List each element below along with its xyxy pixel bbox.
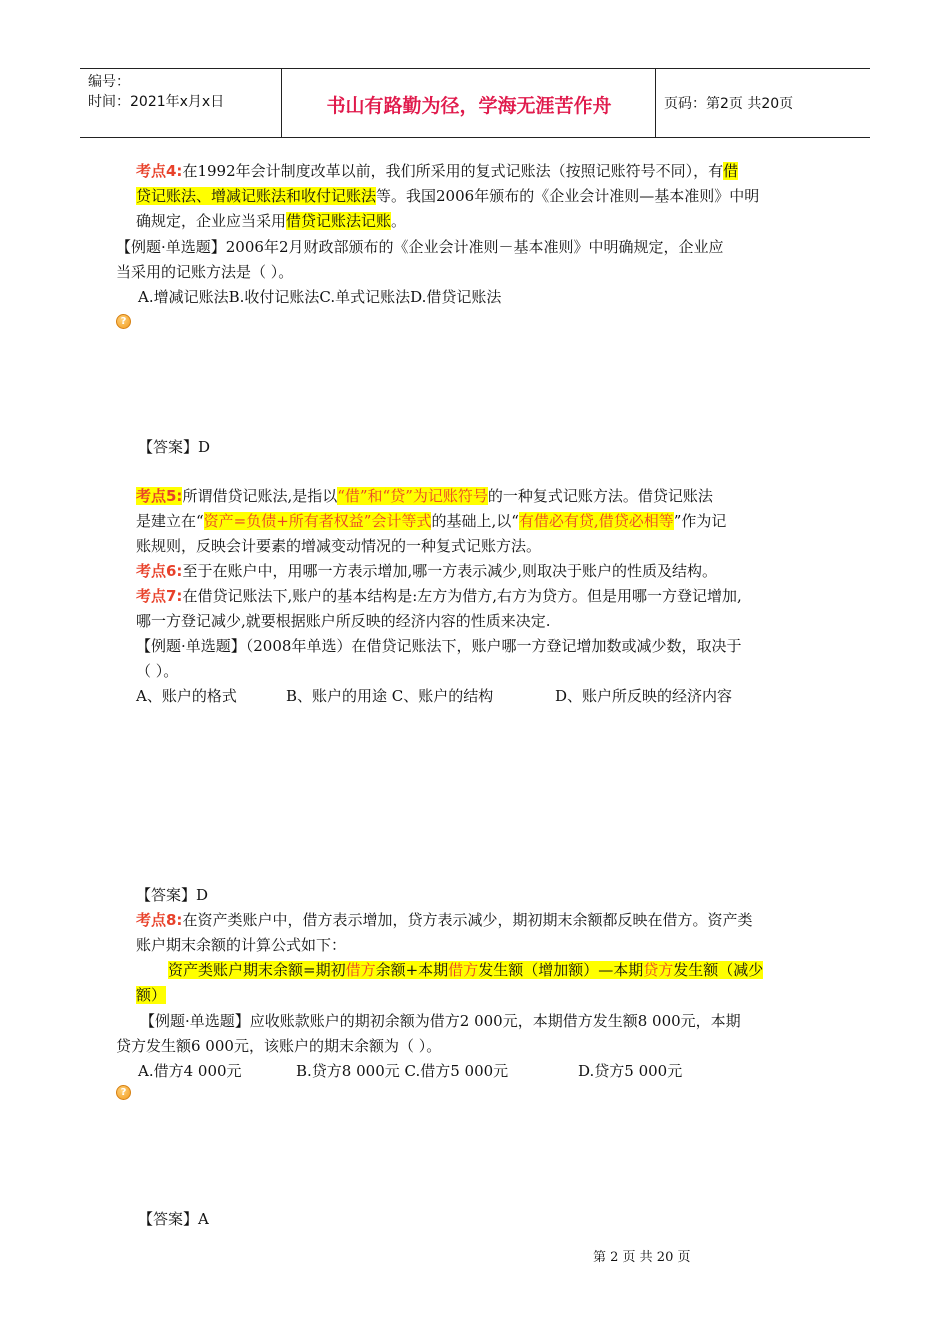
q3-option-a: A.借方4 000元 bbox=[138, 1062, 242, 1080]
kd4-text: 在1992年会计制度改革以前，我们所采用的复式记账法（按照记账符号不同），有 bbox=[182, 162, 724, 180]
q1-options: A.增减记账法B.收付记账法C.单式记账法D.借贷记账法 bbox=[138, 288, 502, 306]
formula-text: 贷方 bbox=[643, 961, 674, 979]
kd4-text: 等。我国2006年颁布的《企业会计准则—基本准则》中明 bbox=[376, 187, 760, 205]
header-table bbox=[80, 68, 870, 138]
header-meta bbox=[88, 72, 224, 112]
page-info: 页码：第2页 共20页 bbox=[664, 96, 794, 112]
kd5-text: ”作为记 bbox=[673, 512, 727, 530]
highlight-text: 贷记账法、增减记账法和收付记账法 bbox=[136, 187, 377, 205]
kd5-text: 的基础上,以“ bbox=[431, 512, 519, 530]
kd7-label: 考点7: bbox=[136, 587, 183, 605]
kd7-line-1 bbox=[136, 585, 742, 607]
kd5-line-1 bbox=[136, 485, 713, 507]
highlight-text: 借 bbox=[723, 162, 739, 180]
highlight-text: 有借必有贷,借贷必相等 bbox=[518, 512, 674, 530]
kd5-text: 的一种复式记账方法。借贷记账法 bbox=[487, 487, 713, 505]
kd6-line bbox=[136, 560, 717, 582]
kd8-line-1 bbox=[136, 909, 752, 931]
kd8-label: 考点8: bbox=[136, 911, 183, 929]
formula-text: 额） bbox=[136, 986, 167, 1004]
q3-stem-2: 贷方发生额6 000元，该账户的期末余额为（ ）。 bbox=[116, 1037, 442, 1055]
highlight-text: “借”和“贷”为记账符号 bbox=[337, 487, 488, 505]
formula-text: 借方 bbox=[345, 961, 376, 979]
question-help-icon[interactable]: ? bbox=[116, 1085, 131, 1100]
q1-stem-2: 当采用的记账方法是（ ）。 bbox=[116, 263, 294, 281]
kd4-line-2 bbox=[116, 185, 759, 207]
highlight-text: 资产=负债+所有者权益”会计等式 bbox=[203, 512, 432, 530]
q1-answer: 【答案】D bbox=[138, 438, 211, 456]
q3-option-bc: B.贷方8 000元 C.借方5 000元 bbox=[296, 1062, 509, 1080]
q2-stem-1: 【例题·单选题】（2008年单选）在借贷记账法下，账户哪一方登记增加数或减少数，取决于 bbox=[136, 637, 742, 655]
q2-option-d: D、账户所反映的经济内容 bbox=[555, 687, 733, 705]
q2-option-bc: B、账户的用途 C、账户的结构 bbox=[286, 687, 494, 705]
question-help-icon[interactable]: ? bbox=[116, 314, 131, 329]
header-divider bbox=[281, 69, 282, 137]
number-label: 编号： bbox=[88, 74, 130, 90]
formula-text: 资产类账户期末余额=期初 bbox=[168, 961, 346, 979]
page-footer: 第 2 页 共 20 页 bbox=[593, 1250, 691, 1265]
kd7-line-2: 哪一方登记减少,就要根据账户所反映的经济内容的性质来决定. bbox=[136, 612, 551, 630]
q2-answer: 【答案】D bbox=[136, 886, 209, 904]
kd8-text: 在资产类账户中，借方表示增加，贷方表示减少，期初期末余额都反映在借方。资产类 bbox=[182, 911, 753, 929]
highlight-text: 借贷记账法记账 bbox=[286, 212, 392, 230]
kd6-label: 考点6: bbox=[136, 562, 183, 580]
q2-option-a: A、账户的格式 bbox=[136, 687, 237, 705]
kd4-line-3 bbox=[116, 210, 406, 232]
kd4-text: 。 bbox=[391, 212, 407, 230]
formula-text: 借方 bbox=[448, 961, 479, 979]
kd4-label: 考点4: bbox=[136, 162, 183, 180]
q1-stem-1: 【例题·单选题】2006年2月财政部颁布的《企业会计准则－基本准则》中明确规定，企业应 bbox=[116, 238, 724, 256]
kd5-label: 考点5: bbox=[136, 487, 183, 505]
q2-stem-2: （ ）。 bbox=[136, 662, 179, 680]
formula-text: 发生额（减少 bbox=[673, 961, 764, 979]
q3-option-d: D.贷方5 000元 bbox=[578, 1062, 683, 1080]
kd4-line-1 bbox=[116, 160, 738, 182]
q3-stem-1: 【例题·单选题】应收账款账户的期初余额为借方2 000元，本期借方发生额8 000元，本期 bbox=[140, 1012, 741, 1030]
kd4-text: 确规定，企业应当采用 bbox=[136, 212, 287, 230]
kd5-line-2 bbox=[136, 510, 726, 532]
kd8-formula-line-2 bbox=[136, 984, 166, 1006]
kd8-formula-line-1 bbox=[168, 959, 763, 981]
header-motto: 书山有路勤为径，学海无涯苦作舟 bbox=[326, 95, 612, 117]
kd5-text: 是建立在“ bbox=[136, 512, 204, 530]
kd8-line-2: 账户期末余额的计算公式如下： bbox=[136, 936, 347, 954]
formula-text: 发生额（增加额）—本期 bbox=[478, 961, 644, 979]
formula-text: 余额+本期 bbox=[375, 961, 449, 979]
kd6-text: 至于在账户中，用哪一方表示增加,哪一方表示减少,则取决于账户的性质及结构。 bbox=[182, 562, 717, 580]
kd5-line-3: 账规则，反映会计要素的增减变动情况的一种复式记账方法。 bbox=[136, 537, 542, 555]
time-label: 时间：2021年x月x日 bbox=[88, 94, 225, 110]
q3-answer: 【答案】A bbox=[138, 1210, 209, 1228]
kd5-text: 所谓借贷记账法,是指以 bbox=[182, 487, 338, 505]
kd7-text: 在借贷记账法下,账户的基本结构是:左方为借方,右方为贷方。但是用哪一方登记增加, bbox=[182, 587, 742, 605]
header-divider bbox=[655, 69, 656, 137]
